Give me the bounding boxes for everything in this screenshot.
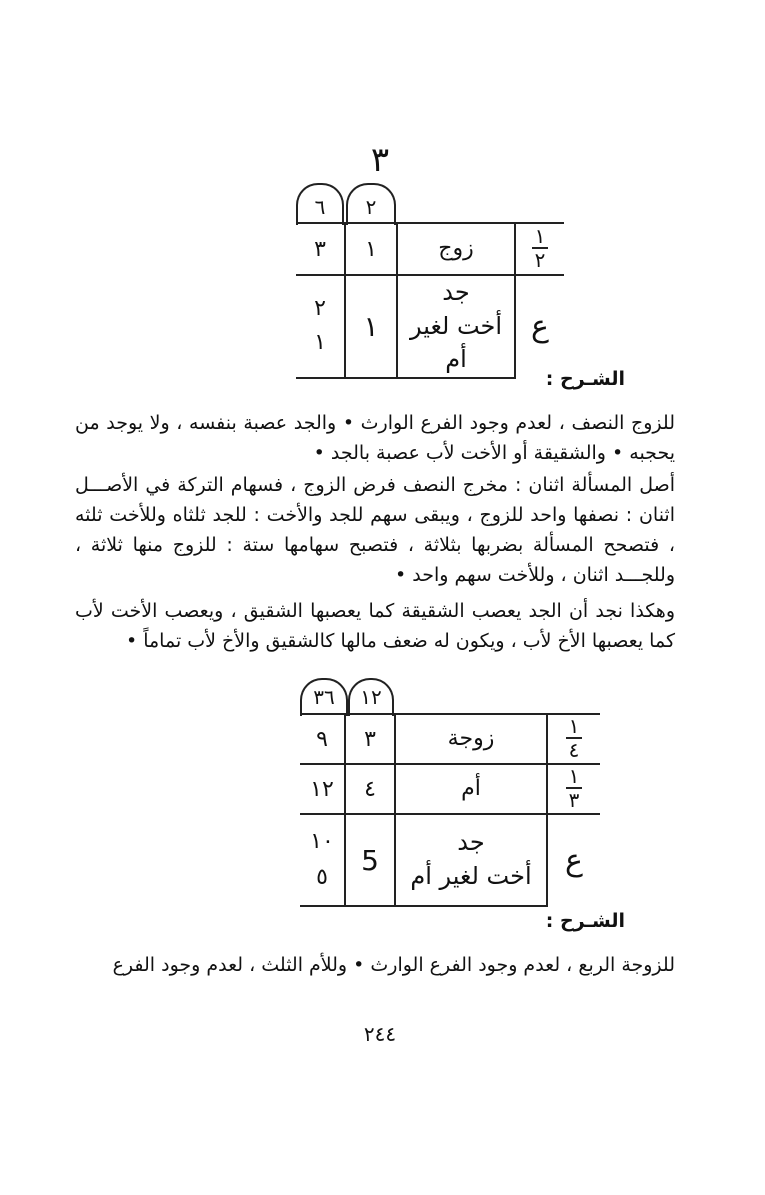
share-cell: ١	[345, 275, 397, 378]
fraction-cell: ع	[531, 309, 549, 345]
corrected-value: ١	[314, 330, 326, 356]
corrected-cell: ١٢	[300, 764, 345, 814]
table2-share-header: ١٢	[348, 678, 394, 716]
table-row	[296, 275, 564, 378]
fraction-denominator: ٢	[534, 248, 546, 272]
paragraph: وهكذا نجد أن الجد يعصب الشقيقة كما يعصبها الشقيق ، ويعصب الأخت لأب كما يعصبها الأخ لأب ، ويكون له ضعف مالها كالشقيق والأخ لأب تماماً •	[75, 600, 675, 652]
fraction-cell	[515, 223, 564, 275]
heir-name: أخت لغير أم	[409, 311, 503, 374]
corrected-cell	[300, 814, 345, 906]
table2-corrected-header: ٣٦	[300, 678, 348, 716]
page-number: ٢٤٤	[363, 1022, 397, 1046]
heir-name: جد	[457, 828, 485, 857]
corrected-cell: ٣	[296, 223, 345, 275]
fraction-cell	[547, 764, 600, 814]
fraction-cell: ع	[565, 843, 583, 878]
table1	[296, 222, 564, 379]
fraction-numerator: ١	[566, 765, 583, 789]
corrected-value: ٢	[314, 296, 326, 322]
share-cell: 5	[345, 814, 395, 906]
fraction	[532, 225, 549, 271]
share-cell: ٣	[345, 714, 395, 764]
heir-name: أخت لغير أم	[410, 862, 532, 890]
fraction-cell	[547, 714, 600, 764]
heir-cell: زوج	[397, 223, 515, 275]
heir-cell: زوجة	[395, 714, 547, 764]
section-heading: الشـرح :	[545, 910, 625, 932]
corrected-cell	[296, 275, 345, 378]
table-row	[296, 223, 564, 275]
table1-share-header: ٢	[346, 183, 396, 225]
fraction-numerator: ١	[566, 715, 583, 739]
fraction	[566, 765, 583, 811]
table2	[300, 713, 600, 907]
paragraph: للزوجة الربع ، لعدم وجود الفرع الوارث • وللأم الثلث ، لعدم وجود الفرع	[112, 954, 675, 976]
heir-cell: أم	[395, 764, 547, 814]
corrected-cell: ٩	[300, 714, 345, 764]
fraction-numerator: ١	[532, 225, 549, 249]
table1-corrected-header: ٦	[296, 183, 344, 225]
table-row	[300, 714, 600, 764]
fraction	[566, 715, 583, 761]
fraction-denominator: ٣	[568, 788, 580, 812]
corrected-value: ١٠	[310, 829, 334, 854]
table-row	[300, 764, 600, 814]
corrected-value: ٥	[316, 865, 328, 890]
share-cell: ٤	[345, 764, 395, 814]
section-heading: الشـرح :	[545, 368, 625, 390]
table1-base: ٣	[370, 140, 390, 180]
fraction-denominator: ٤	[568, 738, 580, 762]
heir-name: جد	[442, 278, 470, 306]
share-cell: ١	[345, 223, 397, 275]
paragraph: أصل المسألة اثنان : مخرج النصف فرض الزوج ، فسهام التركة في الأصـــل اثنان : نصفها واحد للزوج ، ويبقى سهم للجد والأخت : للجد ثلثاه وللأخت ثلثه ، فتصحح المسألة بضربها بثلاثة ، فتصبح سهامها ستة : للزوج منها ثلاثة ، وللجـــد اثنان ، وللأخت سهم واحد •	[75, 474, 675, 586]
heir-cell	[395, 814, 547, 906]
paragraph: للزوج النصف ، لعدم وجود الفرع الوارث • والجد عصبة بنفسه ، ولا يوجد من يحجبه • والشقيقة أو الأخت لأب عصبة بالجد •	[75, 412, 675, 464]
heir-cell	[397, 275, 515, 378]
table-row	[300, 814, 600, 906]
